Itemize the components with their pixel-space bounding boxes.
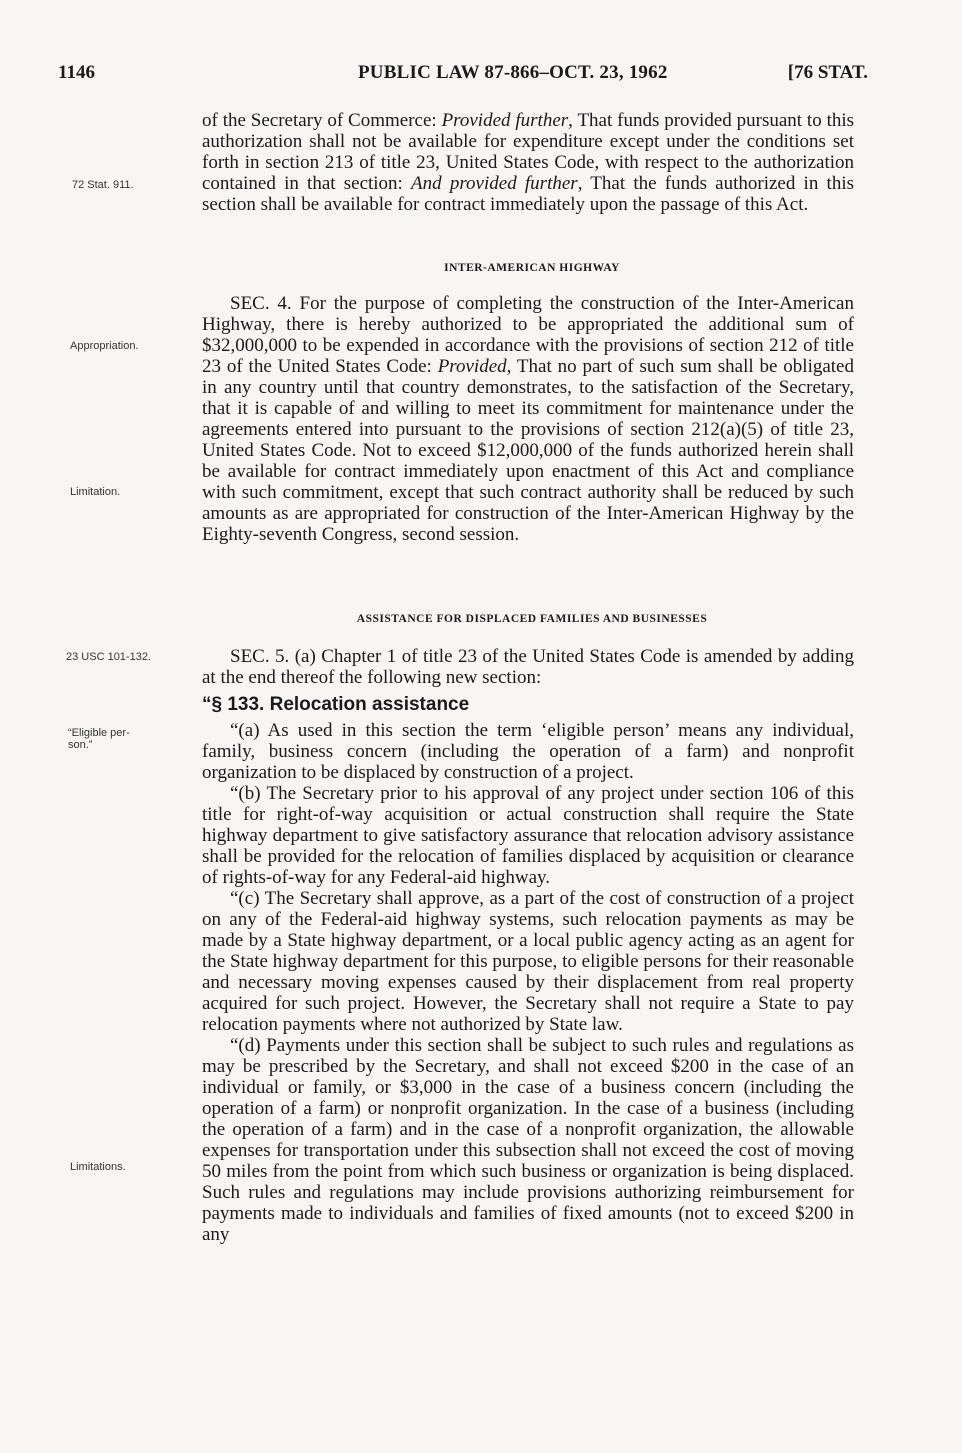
continuation-paragraph	[202, 110, 854, 215]
margin-note-limitations: Limitations.	[70, 1161, 126, 1173]
para1-part-e: , That the funds authorized in this section shall be available for contract immediately upon the passage of this Act.	[202, 173, 854, 215]
heading-assistance: ASSISTANCE FOR DISPLACED FAMILIES AND BUSINESSES	[356, 613, 708, 625]
margin-note-eligible-line1: “Eligible per-	[68, 727, 130, 739]
section-133-title: “§ 133. Relocation assistance	[202, 694, 470, 715]
margin-note-stat-ref: 72 Stat. 911.	[72, 179, 134, 191]
section-5	[202, 646, 854, 688]
volume-reference: [76 STAT.	[787, 62, 868, 83]
sec4-part-c: , That no part of such sum shall be obligated in any country until that country demonstrates, to the satisfaction of the Secretary, that it is capable of and willing to meet its commitment for maintenance under the agreements entered into pursuant to the provisions of section 212(a)(5) of title 23, United States Code. Not to exceed $12,000,000 of the funds authorized herein shall be available for contract immediately upon enactment of this Act and compliance with such commitment, except that such contract authority shall be reduced by such amounts as are appropriated for construction of the Inter-American Highway by the Eighty-seventh Congress, second session.	[202, 356, 854, 545]
subsection-a: “(a) As used in this section the term ‘eligible person’ means any individual, family, business concern (including the operation of a farm) and nonprofit organization to be displaced by construction of a project.	[202, 720, 854, 783]
margin-note-eligible-line2: son.”	[68, 739, 93, 751]
margin-note-limitation: Limitation.	[70, 486, 121, 498]
para1-proviso-1: Provided further	[441, 110, 569, 131]
subsection-d: “(d) Payments under this section shall be subject to such rules and regulations as may be prescribed by the Secretary, and shall not exceed $200 in the case of an individual or family, or $3,000 in the case of a business concern (including the operation of a farm) or nonprofit organization. In the case of a business (including the operation of a farm) and in the case of a nonprofit organization, the allowable expenses for transportation under this subsection shall not exceed the cost of moving 50 miles from the point from which such business or organization is being displaced. Such rules and regulations may include provisions authorizing reimbursement for payments made to individuals and families of fixed amounts (not to exceed $200 in any	[202, 1035, 854, 1245]
running-title: PUBLIC LAW 87-866–OCT. 23, 1962	[358, 62, 668, 83]
sec4-part-a: SEC. 4. For the purpose of completing the construction of the Inter-American Highway, there is hereby authorized to be appropriated the additional sum of $32,000,000 to be expended in accordance with the provisions of section 212 of title 23 of the United States Code:	[202, 293, 854, 377]
section-4	[202, 293, 854, 545]
subsection-c: “(c) The Secretary shall approve, as a part of the cost of construction of a project on any of the Federal-aid highway systems, such relocation payments as may be made by a State highway department, or a local public agency acting as an agent for the State highway department for this purpose, to eligible persons for their reasonable and necessary moving expenses caused by their displacement from real property acquired for such project. However, the Secretary shall not require a State to pay relocation payments where not authorized by State law.	[202, 888, 854, 1035]
para1-proviso-2: And provided further	[411, 173, 578, 194]
subsection-b: “(b) The Secretary prior to his approval of any project under section 106 of this title for right-of-way acquisition or actual construction shall require the State highway department to give satisfactory assurance that relocation advisory assistance shall be provided for the relocation of families displaced by acquisition or clearance of rights-of-way for any Federal-aid highway.	[202, 783, 854, 888]
para1-part-a: of the Secretary of Commerce:	[202, 110, 442, 131]
page-number: 1146	[58, 62, 95, 83]
page-header	[58, 62, 868, 88]
sec5-text: SEC. 5. (a) Chapter 1 of title 23 of the United States Code is amended by adding at the end thereof the following new section:	[202, 646, 854, 688]
para1-part-c: , That funds provided pursuant to this authorization shall not be available for expenditure except under the conditions set forth in section 213 of title 23, United States Code, with respect to the authorization contained in that section:	[202, 110, 855, 194]
margin-note-usc-ref: 23 USC 101-132.	[66, 651, 151, 663]
sec4-proviso: Provided	[437, 356, 507, 377]
heading-inter-american-highway: INTER-AMERICAN HIGHWAY	[444, 262, 620, 274]
margin-note-eligible	[68, 727, 130, 751]
margin-note-appropriation: Appropriation.	[70, 340, 139, 352]
section-133-body	[202, 720, 854, 1245]
